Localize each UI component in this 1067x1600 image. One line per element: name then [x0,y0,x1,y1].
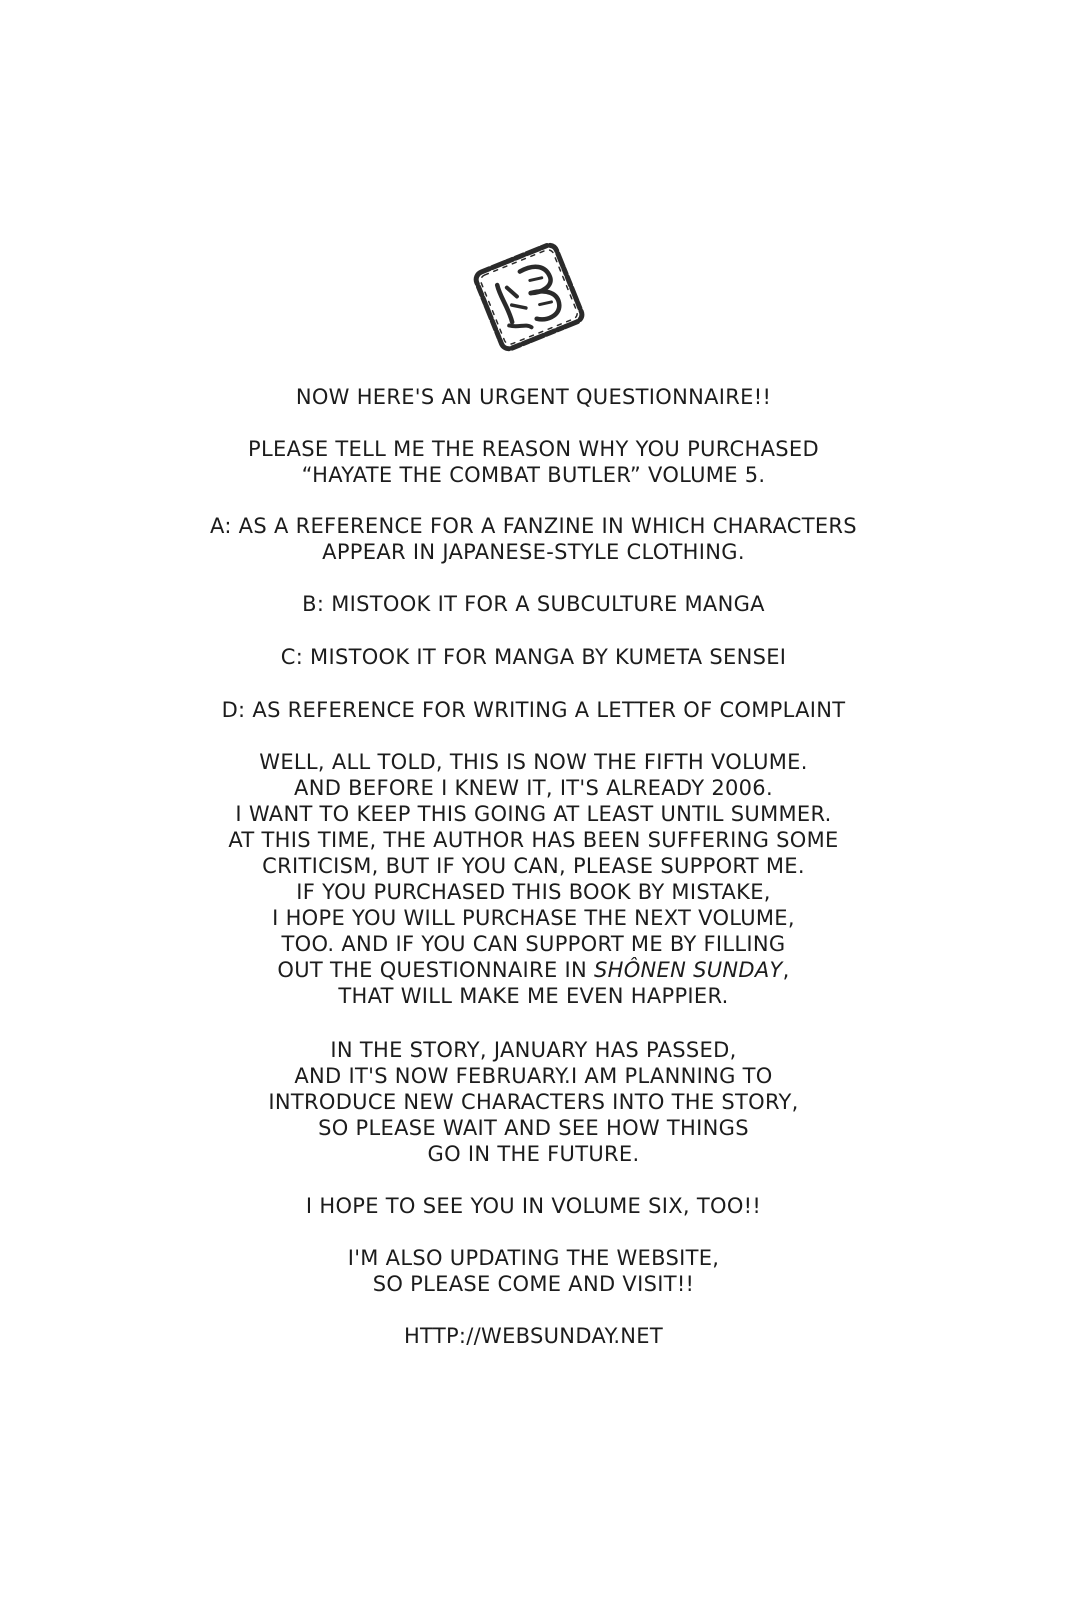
paragraph-line: I HOPE YOU WILL PURCHASE THE NEXT VOLUME, [272,906,795,930]
paragraph-line: AT THIS TIME, THE AUTHOR HAS BEEN SUFFERING SOME [228,828,839,852]
website-note [0,1245,1067,1297]
paragraph-story [0,1037,1067,1167]
option-d-line: D: AS REFERENCE FOR WRITING A LETTER OF COMPLAINT [221,698,846,722]
option-b-line: B: MISTOOK IT FOR A SUBCULTURE MANGA [302,592,765,616]
closing-line [0,1193,1067,1219]
question-block [0,436,1067,488]
website-note-line: SO PLEASE COME AND VISIT!! [372,1272,695,1296]
paragraph-line: SO PLEASE WAIT AND SEE HOW THINGS [318,1116,749,1140]
option-a [0,513,1067,565]
paragraph-line: THAT WILL MAKE ME EVEN HAPPIER. [338,984,729,1008]
paragraph-line: INTRODUCE NEW CHARACTERS INTO THE STORY, [268,1090,799,1114]
paragraph-line: IF YOU PURCHASED THIS BOOK BY MISTAKE, [296,880,771,904]
magazine-suffix: , [782,958,790,982]
website-url [0,1323,1067,1349]
option-c-line: C: MISTOOK IT FOR MANGA BY KUMETA SENSEI [280,645,787,669]
option-b [0,591,1067,617]
paragraph-line: AND IT'S NOW FEBRUARY.I AM PLANNING TO [294,1064,773,1088]
paragraph-line: IN THE STORY, JANUARY HAS PASSED, [330,1038,737,1062]
paragraph-fifth-volume [0,749,1067,1009]
paragraph-line: GO IN THE FUTURE. [427,1142,640,1166]
url-text: HTTP://WEBSUNDAY.NET [403,1324,664,1348]
magazine-prefix: OUT THE QUESTIONNAIRE IN [277,958,594,982]
option-a-line: APPEAR IN JAPANESE-STYLE CLOTHING. [322,540,745,564]
option-d [0,697,1067,723]
option-c [0,644,1067,670]
paragraph-line: I WANT TO KEEP THIS GOING AT LEAST UNTIL SUMMER. [235,802,832,826]
questionnaire-heading [0,384,1067,410]
paragraph-line: WELL, ALL TOLD, THIS IS NOW THE FIFTH VOLUME. [259,750,808,774]
question-line: PLEASE TELL ME THE REASON WHY YOU PURCHASED [248,437,819,461]
magazine-title: SHÔNEN SUNDAY [593,958,783,982]
hanko-seal-icon [466,234,592,360]
closing-text: I HOPE TO SEE YOU IN VOLUME SIX, TOO!! [305,1194,762,1218]
website-note-line: I'M ALSO UPDATING THE WEBSITE, [347,1246,720,1270]
paragraph-line: AND BEFORE I KNEW IT, IT'S ALREADY 2006. [294,776,773,800]
question-line: “HAYATE THE COMBAT BUTLER” VOLUME 5. [301,463,766,487]
option-a-line: A: AS A REFERENCE FOR A FANZINE IN WHICH CHARACTERS [210,514,857,538]
heading-line: NOW HERE'S AN URGENT QUESTIONNAIRE!! [295,385,772,409]
paragraph-line: TOO. AND IF YOU CAN SUPPORT ME BY FILLING [281,932,786,956]
paragraph-line: CRITICISM, BUT IF YOU CAN, PLEASE SUPPORT ME. [262,854,805,878]
paragraph-line-magazine [0,957,1067,983]
